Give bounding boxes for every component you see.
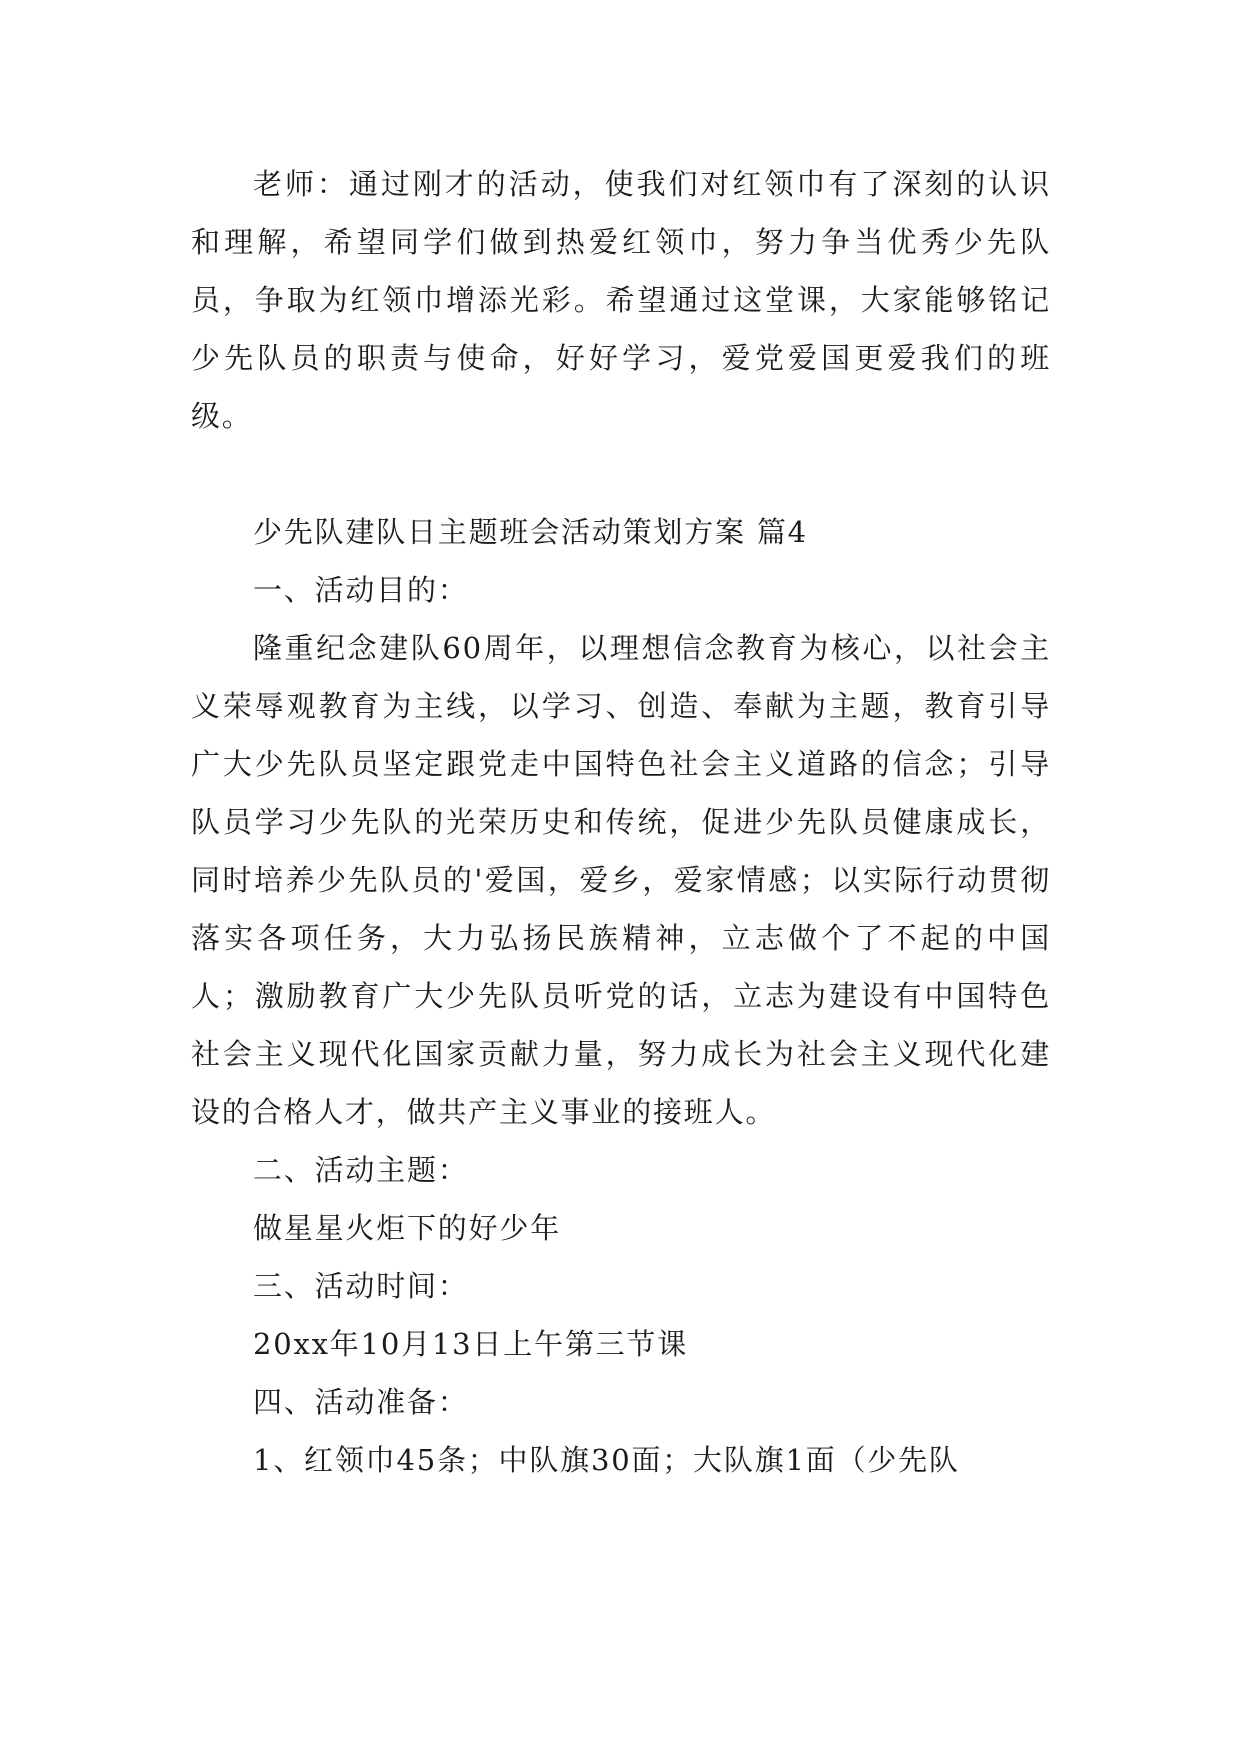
section-title: 少先队建队日主题班会活动策划方案 篇4 [253, 515, 808, 549]
purpose-body: 隆重纪念建队60周年，以理想信念教育为核心，以社会主义荣辱观教育为主线，以学习、创造、奉献为主题，教育引导广大少先队员坚定跟党走中国特色社会主义道路的信念；引导队员学习少先队的光荣历史和传统，促进少先队员健康成长，同时培养少先队员的'爱国，爱乡，爱家情感；以实际行动贯彻落实各项任务，大力弘扬民族精神，立志做个了不起的中国人；激励教育广大少先队员听党的话，立志为建设有中国特色社会主义现代化国家贡献力量，努力成长为社会主义现代化建设的合格人才，做共产主义事业的接班人。 [191, 631, 1051, 1129]
heading-theme: 二、活动主题： [253, 1153, 469, 1187]
section-spacer [191, 445, 1051, 503]
theme-body: 做星星火炬下的好少年 [253, 1211, 562, 1245]
teacher-closing-paragraph: 老师：通过刚才的活动，使我们对红领巾有了深刻的认识和理解，希望同学们做到热爱红领巾，努力争当优秀少先队员，争取为红领巾增添光彩。希望通过这堂课，大家能够铭记少先队员的职责与使命，好好学习，爱党爱国更爱我们的班级。 [191, 167, 1051, 433]
preparation-item-1: 1、红领巾45条；中队旗30面；大队旗1面（少先队 [253, 1443, 960, 1477]
heading-time: 三、活动时间： [253, 1269, 469, 1303]
document-body [191, 155, 1051, 1489]
time-body: 20xx年10月13日上午第三节课 [253, 1327, 689, 1361]
heading-purpose: 一、活动目的： [253, 573, 469, 607]
heading-preparation: 四、活动准备： [253, 1385, 469, 1419]
